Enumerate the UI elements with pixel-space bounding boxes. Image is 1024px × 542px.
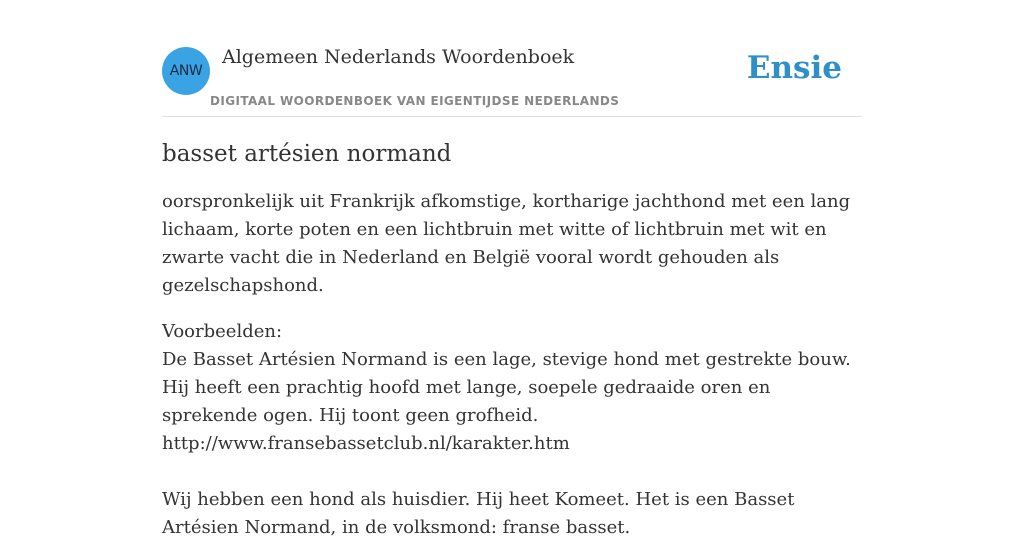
entry-headword: basset artésien normand — [162, 141, 452, 167]
entry-content — [162, 138, 862, 542]
site-title[interactable]: Algemeen Nederlands Woordenboek — [222, 46, 575, 68]
example-source-link[interactable]: http://www.fransebassetclub.nl/karakter.htm — [162, 433, 570, 454]
anw-logo[interactable]: ANW — [162, 47, 210, 95]
example-text: De Basset Artésien Normand is een lage, stevige hond met gestrekte bouw. Hij heeft een prachtig hoofd met lange, soepele gedraaide oren en sprekende ogen. Hij toont geen grofheid. — [162, 349, 851, 426]
site-subtitle: DIGITAAL WOORDENBOEK VAN EIGENTIJDSE NEDERLANDS — [210, 94, 620, 108]
entry-definition: oorspronkelijk uit Frankrijk afkomstige, kortharige jachthond met een lang lichaam, korte poten en een lichtbruin met witte of lichtbruin met wit en zwarte vacht die in Nederland en België vooral wordt gehouden als gezelschapshond. — [162, 191, 851, 296]
example-text: Wij hebben een hond als huisdier. Hij heet Komeet. Het is een Basset Artésien Normand, in de volksmond: franse basset. — [162, 489, 795, 538]
ensie-brand-logo[interactable]: Ensie — [746, 50, 842, 86]
example-spacer — [162, 458, 862, 486]
examples-label: Voorbeelden: — [162, 321, 283, 342]
site-header — [162, 0, 862, 117]
examples-section — [162, 318, 862, 542]
